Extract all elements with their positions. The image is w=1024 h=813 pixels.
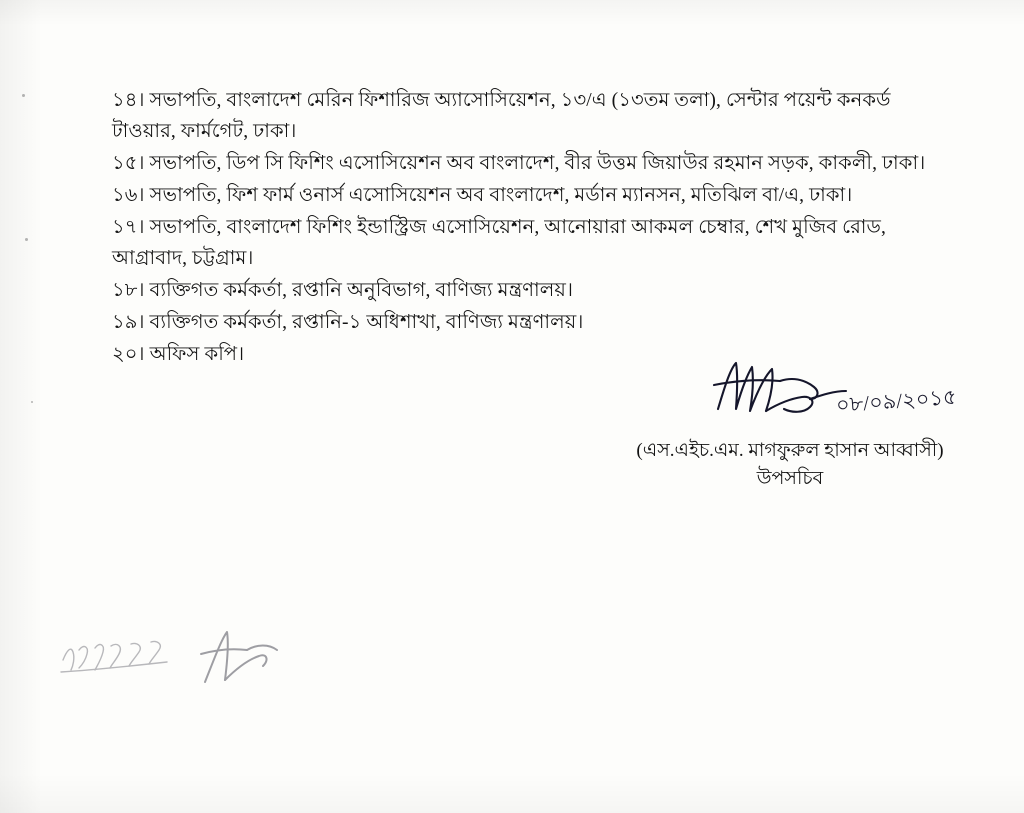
- signatory-name: (এস.এইচ.এম. মাগফুরুল হাসান আব্বাসী): [636, 440, 944, 461]
- list-item: ১৪। সভাপতি, বাংলাদেশ মেরিন ফিশারিজ অ্যাসোসিয়েশন, ১৩/এ (১৩তম তলা), সেন্টার পয়েন্ট কনকর্ড টাওয়ার, ফার্মগেট, ঢাকা।: [112, 90, 896, 142]
- scan-edge-shading-left: [0, 0, 42, 813]
- scan-speck: [31, 401, 33, 403]
- list-item: ১৬। সভাপতি, ফিশ ফার্ম ওনার্স এসোসিয়েশন অব বাংলাদেশ, মর্ডান ম্যানসন, মতিঝিল বা/এ, ঢাকা।: [112, 185, 853, 206]
- list-item: ১৫। সভাপতি, ডিপ সি ফিশিং এসোসিয়েশন অব বাংলাদেশ, বীর উত্তম জিয়াউর রহমান সড়ক, কাকলী, ঢাকা।: [112, 153, 926, 174]
- list-item: ১৭। সভাপতি, বাংলাদেশ ফিশিং ইন্ডাস্ট্রিজ এসোসিয়েশন, আনোয়ারা আকমল চেম্বার, শেখ মুজিব রোড, আগ্রাবাদ, চট্টগ্রাম।: [112, 217, 891, 269]
- signature-row: [600, 355, 980, 433]
- scan-edge-shading-bottom: [0, 773, 1024, 813]
- scan-speck: [25, 238, 28, 241]
- list-item: ১৯। ব্যক্তিগত কর্মকর্তা, রপ্তানি-১ অধিশাখা, বাণিজ্য মন্ত্রণালয়।: [112, 312, 584, 333]
- signature-block: [600, 355, 980, 493]
- scan-speck: [22, 94, 25, 97]
- list-item: ২০। অফিস কপি।: [112, 344, 245, 365]
- signatory-designation: উপসচিব: [756, 468, 824, 489]
- distribution-list: [112, 85, 952, 371]
- scan-edge-shading-top: [0, 0, 1024, 26]
- list-item: ১৮। ব্যক্তিগত কর্মকর্তা, রপ্তানি অনুবিভাগ, বাণিজ্য মন্ত্রণালয়।: [112, 280, 574, 301]
- handwritten-date: ০৮/০৯/২০১৫: [835, 384, 958, 418]
- bottom-handwritten-marks-icon: [55, 620, 355, 710]
